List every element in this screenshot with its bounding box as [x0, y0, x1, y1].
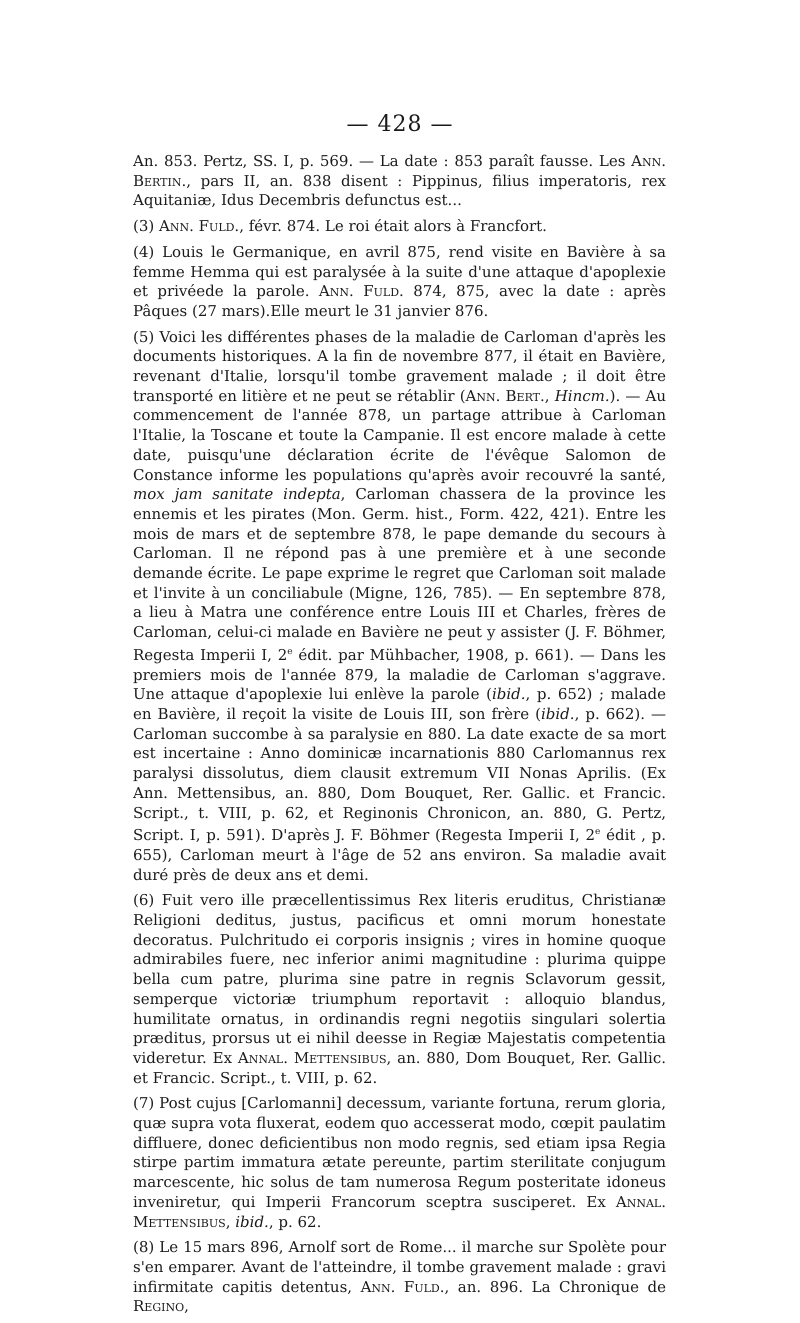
small-caps-text: Ann. Bert.	[465, 386, 545, 405]
small-caps-text: Annal. Mettensibus	[133, 1192, 666, 1231]
page-number: — 428 —	[346, 112, 454, 137]
italic-text: ibid.	[235, 1212, 269, 1231]
footnote-4: (4) Louis le Germanique, en avril 875, rend visite en Bavière à sa femme Hemma qui est paralysée à la suite d'une attaque d'apoplexie et privéede la parole. Ann. Fuld. 874, 875, avec la date : après Pâques (27 mars).Elle meurt le 31 janvier 876.	[133, 242, 666, 320]
italic-text: ibid.	[491, 685, 526, 704]
small-caps-text: Ann. Fuld.	[159, 217, 240, 236]
footnote-6: (6) Fuit vero ille præcellentissimus Rex literis eruditus, Christianæ Religioni deditus, justus, pacificus et omni morum honestate decoratus. Pulchritudo ei corporis insignis ; vires in homine quoque admirabiles fuere, nec inferior animi magnitudine : plurima quippe bella cum patre, plurima sine patre in regnis Sclavorum gessit, semperque victoriæ triumphum reportavit : alloquio blandus, humilitate ornatus, in ordinandis regni negotiis singulari solertia præditus, prorsus ut ei nihil deesse in Regiæ Majestatis competentia videretur. Ex Annal. Mettensibus, an. 880, Dom Bouquet, Rer. Gallic. et Francic. Script., t. VIII, p. 62.	[133, 891, 666, 1087]
small-caps-text: Annal. Mettensibus	[237, 1048, 387, 1067]
superscript-text: e	[595, 827, 601, 838]
italic-text: Hincm.	[554, 386, 610, 405]
footnote-continuation: An. 853. Pertz, SS. I, p. 569. — La date : 853 paraît fausse. Les Ann. Bertin., pars II, an. 838 disent : Pippinus, filius imperatoris, rex Aquitaniæ, Idus Decembris defunctus est...	[133, 152, 666, 210]
footnote-5: (5) Voici les différentes phases de la maladie de Carloman d'après les documents historiques. A la fin de novembre 877, il était en Bavière, revenant d'Italie, lorsqu'il tombe gravement malade ; il doit être transporté en litière et ne peut se rétablir (Ann. Bert., Hincm.). — Au commencement de l'année 878, un partage attribue à Carloman l'Italie, la Toscane et toute la Campanie. Il est encore malade à cette date, puisqu'une déclaration écrite de l'évêque Salomon de Constance informe les populations qu'après avoir recouvré la santé, mox jam sanitate indepta, Carloman chassera de la province les ennemis et les pirates (Mon. Germ. hist., Form. 422, 421). Entre les mois de mars et de septembre 878, le pape demande du secours à Carloman. Il ne répond pas à une première et à une seconde demande écrite. Le pape exprime le regret que Carloman soit malade et l'invite à un conciliabule (Migne, 126, 785). — En septembre 878, a lieu à Matra une conférence entre Louis III et Charles, frères de Carloman, celui-ci malade en Bavière ne peut y assister (J. F. Böhmer, Regesta Imperii I, 2e édit. par Mühbacher, 1908, p. 661). — Dans les premiers mois de l'année 879, la maladie de Carloman s'aggrave. Une attaque d'apoplexie lui enlève la parole (ibid., p. 652) ; malade en Bavière, il reçoit la visite de Louis III, son frère (ibid., p. 662). — Carloman succombe à sa paralysie en 880. La date exacte de sa mort est incertaine : Anno dominicæ incarnationis 880 Carlomannus rex paralysi dissolutus, diem clausit extremum VII Nonas Aprilis. (Ex Ann. Mettensibus, an. 880, Dom Bouquet, Rer. Gallic. et Francic. Script., t. VIII, p. 62, et Reginonis Chronicon, an. 880, G. Pertz, Script. I, p. 591). D'après J. F. Böhmer (Regesta Imperii I, 2e édit , p. 655), Carloman meurt à l'âge de 52 ans environ. Sa maladie avait duré près de deux ans et demi.	[133, 327, 666, 884]
small-caps-text: Regino	[133, 1297, 185, 1316]
italic-text: mox jam sanitate indepta	[133, 485, 341, 504]
italic-text: ibid.	[540, 704, 575, 723]
footnote-7: (7) Post cujus [Carlomanni] decessum, variante fortuna, rerum gloria, quæ supra vota fluxerat, eodem quo accesserat modo, cœpit paulatim diffluere, donec deficientibus non modo regnis, sed etiam ipsa Regia stirpe partim immatura ætate pereunte, partim sterilitate conjugum marcescente, hic solus de tam numerosa Regum posteritate idoneus inveniretur, qui Imperii Francorum sceptra susciperet. Ex Annal. Mettensibus, ibid., p. 62.	[133, 1094, 666, 1231]
footnote-8: (8) Le 15 mars 896, Arnolf sort de Rome... il marche sur Spolète pour s'en emparer. Avant de l'atteindre, il tombe gravement malade : gravi infirmitate capitis detentus, Ann. Fuld., an. 896. La Chronique de Regino,	[133, 1238, 666, 1316]
small-caps-text: Ann. Bertin.	[133, 152, 666, 190]
small-caps-text: Ann. Fuld.	[318, 282, 404, 301]
superscript-text: e	[287, 646, 293, 657]
footnote-3: (3) Ann. Fuld., févr. 874. Le roi était alors à Francfort.	[133, 217, 547, 236]
footnotes-body	[133, 152, 666, 1323]
small-caps-text: Ann. Fuld.	[360, 1277, 445, 1296]
